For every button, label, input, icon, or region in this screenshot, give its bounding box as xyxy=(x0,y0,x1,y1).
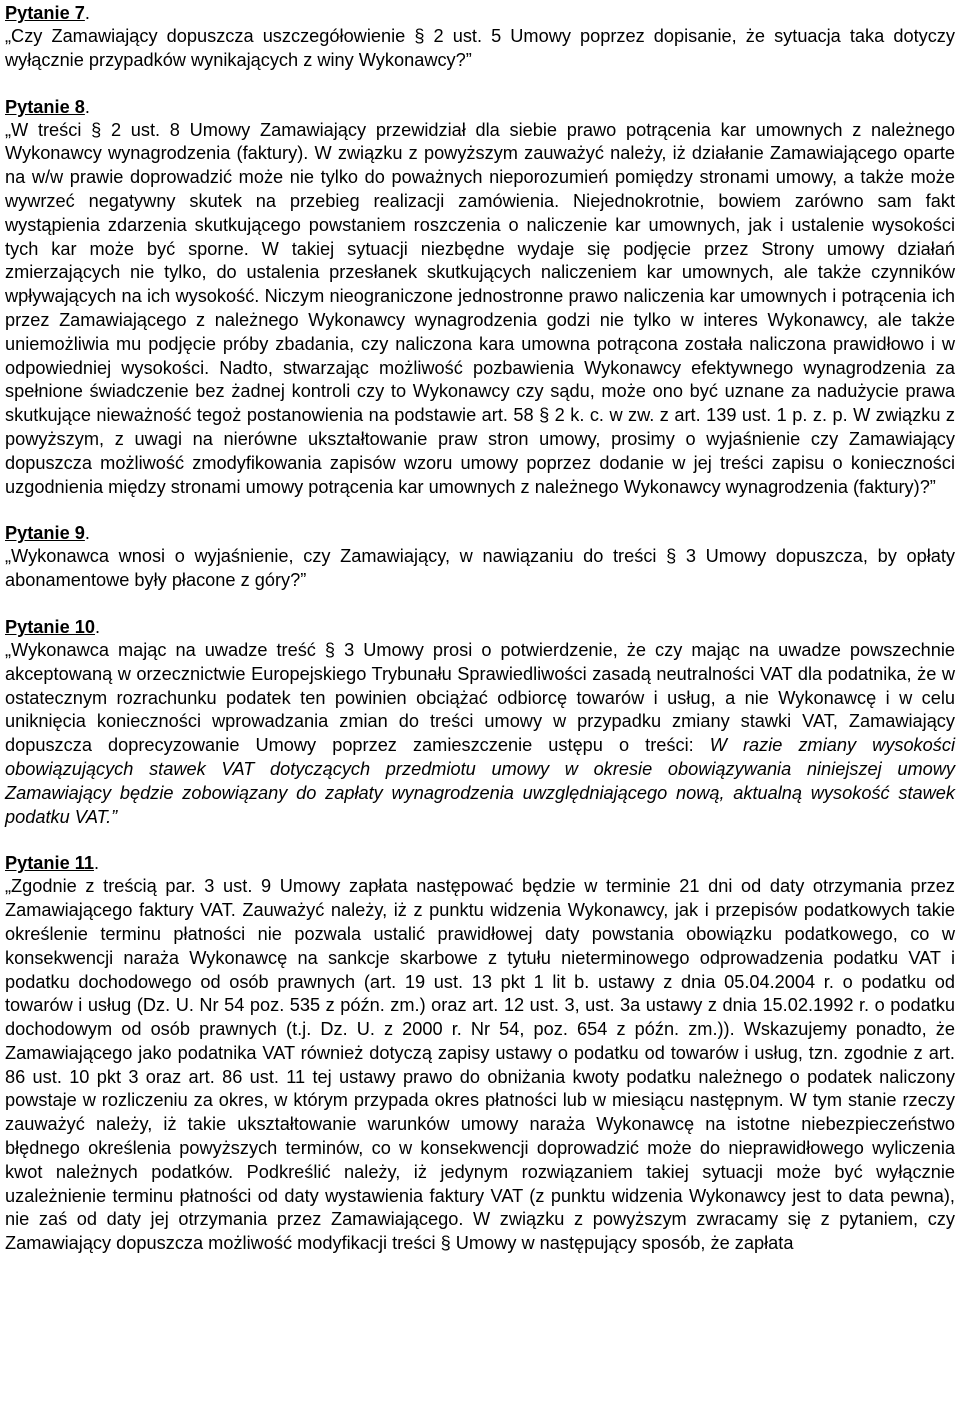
question-7 xyxy=(5,2,955,73)
question-label: Pytanie 10 xyxy=(5,616,95,637)
question-9 xyxy=(5,522,955,593)
question-heading xyxy=(5,2,955,25)
question-11 xyxy=(5,852,955,1256)
question-text-plain: „Wykonawca mając na uwadze treść § 3 Umowy prosi o potwierdzenie, że czy mając na uwadze powszechnie akceptowaną w orzecznictwie Europejskiego Trybunału Sprawiedliwości zasadą neutralności VAT dla podatnika, że w ostatecznym rozrachunku podatek ten powinien obciążać odbiorcę towarów i usług, a nie Wykonawcę i w celu uniknięcia konieczności wprowadzania zmian do treści umowy w przypadku zmiany stawki VAT, Zamawiający dopuszcza doprecyzowanie Umowy poprzez zamieszczenie ustępu o treści: xyxy=(5,639,955,756)
question-label-dot: . xyxy=(84,96,90,117)
question-text: „Wykonawca wnosi o wyjaśnienie, czy Zamawiający, w nawiązaniu do treści § 3 Umowy dopuszcza, by opłaty abonamentowe były płacone z góry?” xyxy=(5,546,955,591)
question-label: Pytanie 8 xyxy=(5,96,85,117)
spacer xyxy=(5,73,955,96)
question-heading xyxy=(5,616,955,639)
question-label-dot: . xyxy=(93,853,100,874)
spacer xyxy=(5,829,955,852)
question-text xyxy=(5,639,955,829)
question-label: Pytanie 11 xyxy=(5,853,94,874)
question-10 xyxy=(5,616,955,829)
question-text: „Zgodnie z treścią par. 3 ust. 9 Umowy zapłata następować będzie w terminie 21 dni od daty otrzymania przez Zamawiającego faktury VAT. Zauważyć należy, iż z punktu widzenia Wykonawcy, jak i przepisów podatkowych takie określenie terminu płatności nie pozwala ustalić prawidłowej daty powstania obowiązku podatkowego, co w konsekwencji naraża Wykonawcę na sankcje skarbowe z tytułu nieterminowego odprowadzenia podatku VAT i podatku dochodowego od osób prawnych (art. 19 ust. 13 pkt 1 lit b. ustawy z dnia 05.04.2004 r. o podatku od towarów i usług (Dz. U. Nr 54 poz. 535 z późn. zm.) oraz art. 12 ust. 3, ust. 3a ustawy z dnia 15.02.1992 r. o podatku dochodowym od osób prawnych (t.j. Dz. U. z 2000 r. Nr 54, poz. 654 z późn. zm.)). Wskazujemy ponadto, że Zamawiającego jako podatnika VAT również dotyczą zapisy ustawy o podatku od towarów i usług, tzn. zgodnie z art. 86 ust. 10 pkt 3 oraz art. 86 ust. 11 tej ustawy prawo do obniżania kwoty podatku należnego o podatek naliczony powstaje w rozliczeniu za okres, w którym przypada okres płatności lub w miesiącu następnym. W tym stanie rzeczy zauważyć należy, iż takie ukształtowanie warunków umowy naraża Wykonawcę na istotne niebezpieczeństwo błędnego określenia powyższych terminów, co w konsekwencji doprowadzić może do nieprawidłowego wyliczenia kwot należnych podatków. Podkreślić należy, iż jedynym rozwiązaniem takiej sytuacji może być wyłącznie uzależnienie terminu płatności od daty wystawienia faktury VAT (z punktu widzenia Wykonawcy jest to data pewna), nie zaś od daty jej otrzymania przez Zamawiającego. W związku z powyższym zwracamy się z pytaniem, czy Zamawiający dopuszcza możliwość modyfikacji treści § Umowy w następujący sposób, że zapłata xyxy=(5,876,955,1254)
question-heading xyxy=(5,522,955,545)
question-heading xyxy=(5,96,955,119)
spacer xyxy=(5,499,955,522)
question-heading xyxy=(5,852,955,875)
question-label-dot: . xyxy=(84,3,90,23)
question-label-dot: . xyxy=(94,616,101,637)
question-text-end: .” xyxy=(106,806,118,827)
question-label-dot: . xyxy=(84,523,90,544)
question-text: „Czy Zamawiający dopuszcza uszczegółowienie § 2 ust. 5 Umowy poprzez dopisanie, że sytuacja taka dotyczy wyłącznie przypadków wynikających z winy Wykonawcy?” xyxy=(5,26,955,70)
question-text: „W treści § 2 ust. 8 Umowy Zamawiający przewidział dla siebie prawo potrącenia kar umownych z należnego Wykonawcy wynagrodzenia (faktury). W związku z powyższym zauważyć należy, iż działanie Zamawiającego oparte na w/w prawie doprowadzić może nie tylko do poważnych nieporozumień pomiędzy stronami umowy, a także może wywrzeć negatywny skutek na przebieg realizacji zamówienia. Niejednokrotnie, bowiem zarówno sam fakt wystąpienia zdarzenia skutkującego powstaniem roszczenia o naliczenie kar umownych, jak i ustalenie wysokości tych kar może być sporne. W takiej sytuacji niezbędne wydaje się podjęcie przez Strony umowy działań zmierzających nie tylko, do ustalenia przesłanek skutkujących naliczeniem kar umownych, ale także czynników wpływających na ich wysokość. Niczym nieograniczone jednostronne prawo naliczenia kar umownych i potrącenia ich przez Zamawiającego z należnego Wykonawcy wynagrodzenia godzi nie tylko w interes Wykonawcy, ale także uniemożliwia mu podjęcie próby zbadania, czy naliczona kara umowna potrącona została naliczona prawidłowo i w odpowiedniej wysokości. Nadto, stwarzając możliwość pozbawienia Wykonawcy efektywnego wynagrodzenia za spełnione świadczenie bez żadnej kontroli czy to Wykonawcy czy sądu, może ono być uznane za nadużycie prawa skutkujące nieważność tegoż postanowienia na podstawie art. 58 § 2 k. c. w zw. z art. 139 ust. 1 p. z. p. W związku z powyższym, z uwagi na nierówne ukształtowanie praw stron umowy, prosimy o wyjaśnienie czy Zamawiający dopuszcza możliwość zmodyfikowania zapisów wzoru umowy poprzez dodanie w jej treści zapisu o konieczności uzgodnienia między stronami umowy potrącenia kar umownych z należnego Wykonawcy wynagrodzenia (faktury)?” xyxy=(5,119,955,497)
question-8 xyxy=(5,96,955,500)
spacer xyxy=(5,593,955,616)
question-text-italic-quote: W razie zmiany wysokości obowiązujących stawek VAT dotyczących przedmiotu umowy w okresie obowiązywania niniejszej umowy Zamawiający będzie zobowiązany do zapłaty wynagrodzenia uwzględniającego nową, aktualną wysokość stawek podatku VAT xyxy=(5,735,955,827)
question-label: Pytanie 9 xyxy=(5,523,85,544)
question-label: Pytanie 7 xyxy=(5,3,85,23)
